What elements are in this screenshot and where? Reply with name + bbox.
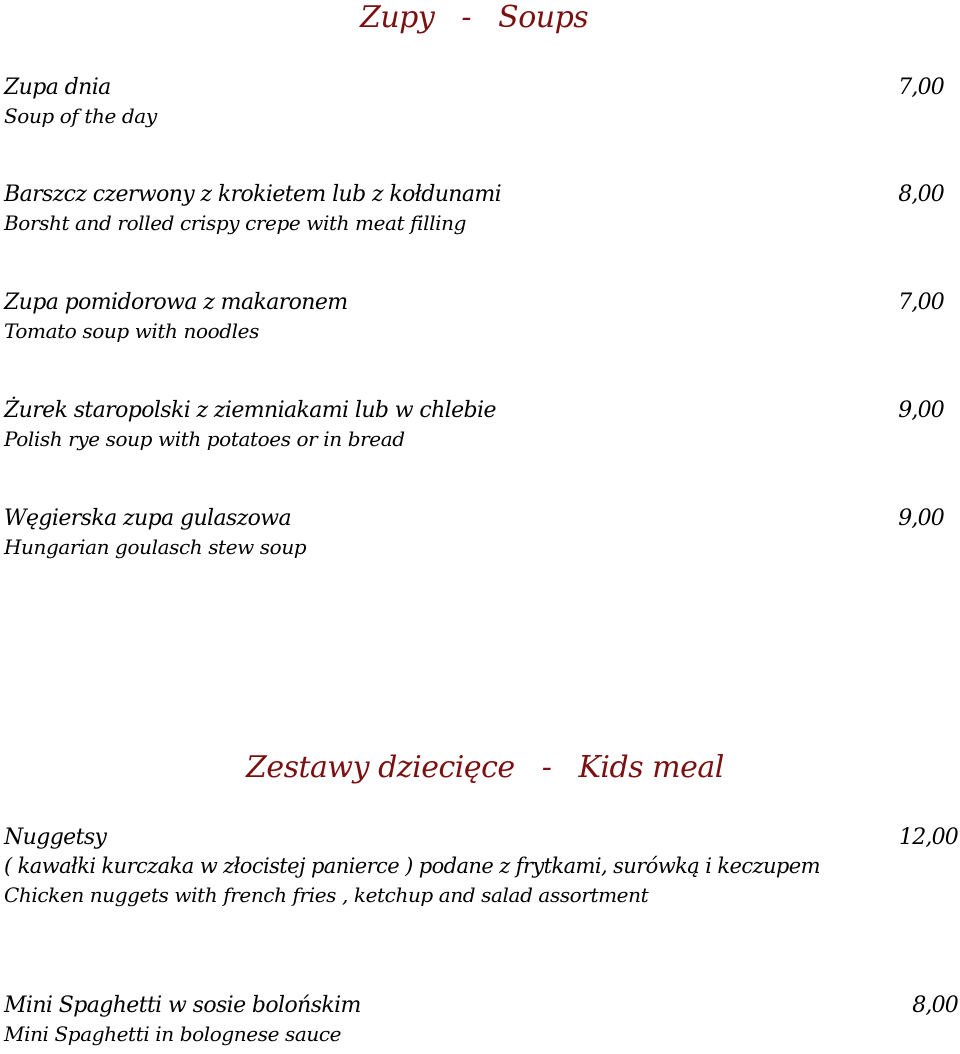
menu-item-name: Zupa dnia bbox=[4, 75, 111, 100]
menu-item-barszcz bbox=[4, 181, 944, 238]
menu-item-price: 8,00 bbox=[912, 993, 958, 1018]
menu-item-pomidorowa bbox=[4, 289, 944, 346]
menu-item-description: Soup of the day bbox=[4, 104, 157, 128]
menu-item-name: Nuggetsy bbox=[4, 825, 107, 850]
menu-item-price: 7,00 bbox=[898, 290, 944, 315]
menu-item-price: 9,00 bbox=[898, 398, 944, 423]
menu-item-price: 9,00 bbox=[898, 506, 944, 531]
menu-item-name: Mini Spaghetti w sosie bolońskim bbox=[4, 993, 361, 1018]
menu-item-description: Polish rye soup with potatoes or in bread bbox=[4, 427, 405, 451]
soups-heading: Zupy - Soups bbox=[360, 0, 589, 35]
menu-item-name: Zupa pomidorowa z makaronem bbox=[4, 290, 348, 315]
menu-item-zupa-dnia bbox=[4, 74, 944, 131]
menu-item-price: 8,00 bbox=[898, 182, 944, 207]
menu-item-price: 7,00 bbox=[898, 75, 944, 100]
menu-item-description: Borsht and rolled crispy crepe with meat filling bbox=[4, 211, 467, 235]
menu-item-price: 12,00 bbox=[899, 825, 958, 850]
menu-item-description-pl: ( kawałki kurczaka w złocistej panierce ) podane z frytkami, surówką i keczupem bbox=[4, 854, 820, 878]
menu-item-description: Hungarian goulasch stew soup bbox=[4, 535, 307, 559]
menu-item-name: Barszcz czerwony z krokietem lub z kołdunami bbox=[4, 182, 502, 207]
menu-item-description: Mini Spaghetti in bolognese sauce bbox=[4, 1022, 342, 1046]
menu-item-nuggetsy bbox=[4, 824, 960, 910]
menu-item-mini-spaghetti bbox=[4, 992, 960, 1049]
menu-item-name: Żurek staropolski z ziemniakami lub w chlebie bbox=[4, 398, 496, 423]
menu-item-description: Tomato soup with noodles bbox=[4, 319, 259, 343]
kids-heading: Zestawy dziecięce - Kids meal bbox=[246, 750, 724, 785]
menu-item-name: Węgierska zupa gulaszowa bbox=[4, 506, 292, 531]
menu-item-zurek bbox=[4, 397, 944, 454]
menu-item-gulaszowa bbox=[4, 505, 944, 562]
menu-item-description: Chicken nuggets with french fries , ketchup and salad assortment bbox=[4, 883, 649, 907]
